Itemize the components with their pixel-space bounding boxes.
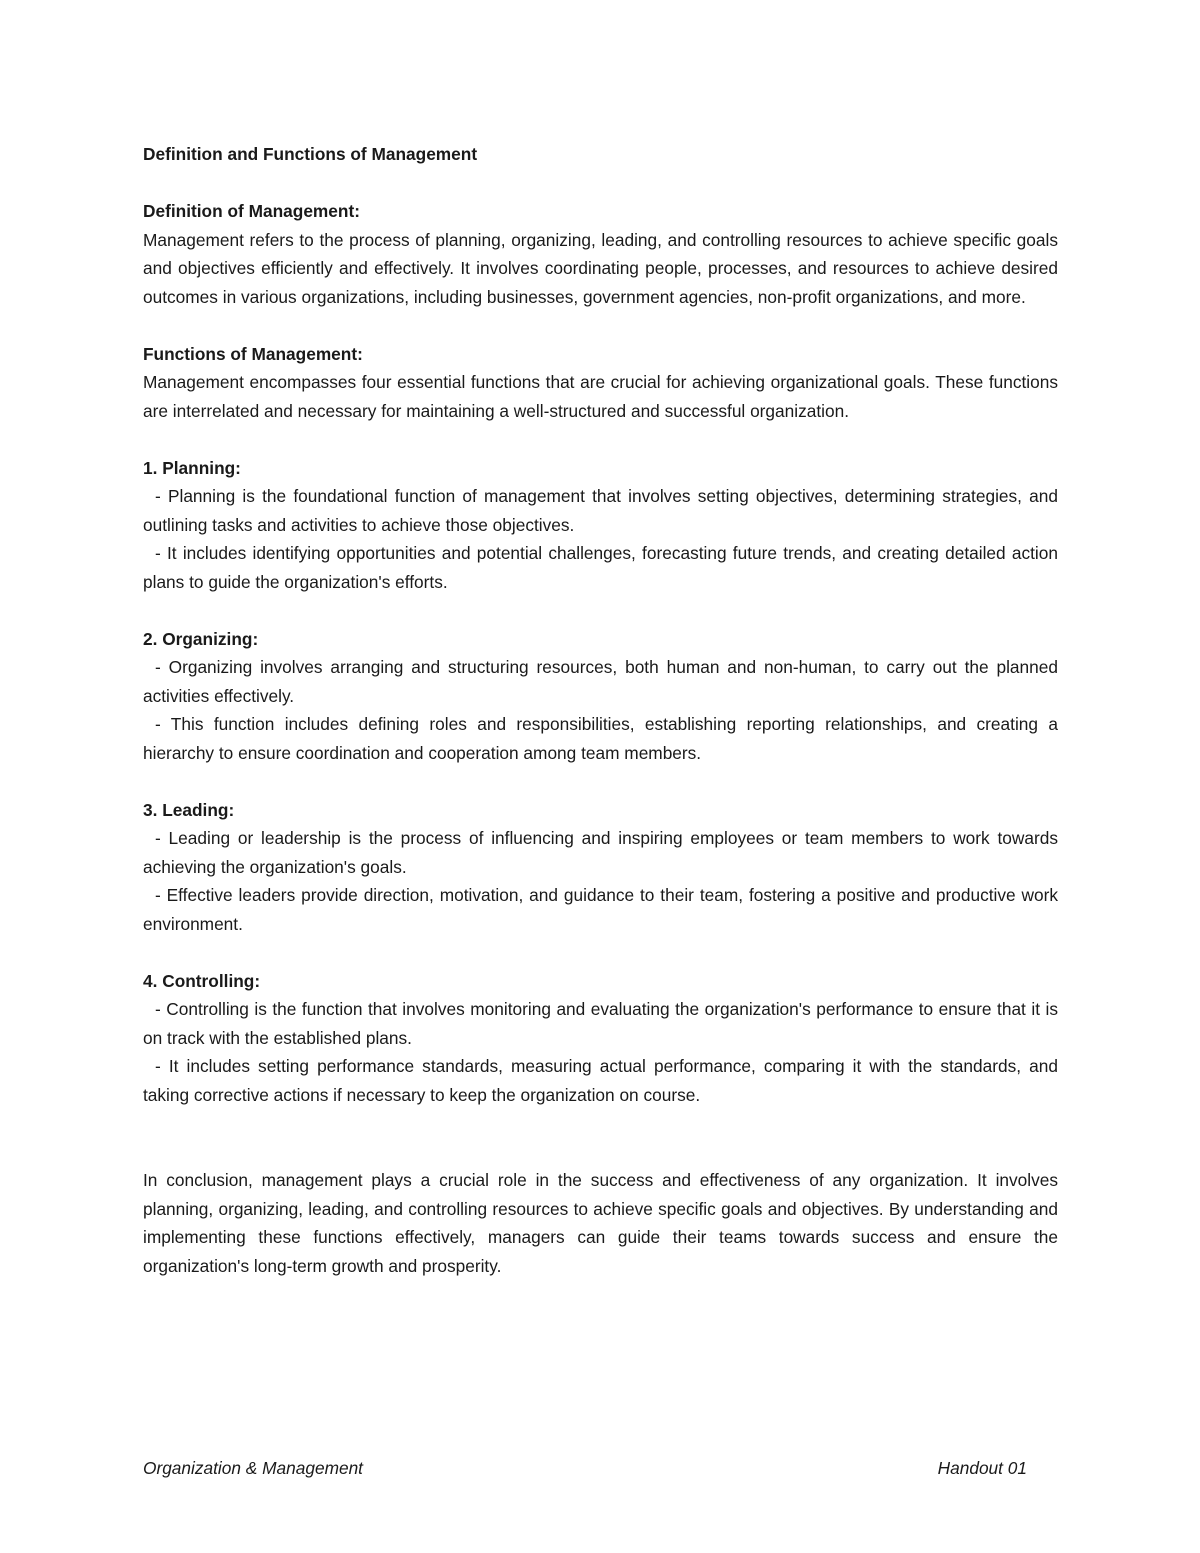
section-controlling <box>143 967 1058 1110</box>
section-point: - It includes identifying opportunities and potential challenges, forecasting future trends, and creating detailed action plans to guide the organization's efforts. <box>143 543 1058 592</box>
definition-heading: Definition of Management: <box>143 201 360 221</box>
section-heading: 4. Controlling: <box>143 970 261 991</box>
conclusion-paragraph: In conclusion, management plays a crucial role in the success and effectiveness of any organization. It involves planning, organizing, leading, and controlling resources to achieve specific goals and objectives. By understanding and implementing these functions effectively, managers can guide their teams towards success and ensure the organization's long-term growth and prosperity. <box>143 1170 1058 1276</box>
section-heading: 2. Organizing: <box>143 628 259 649</box>
document-body <box>143 140 1058 1297</box>
section-planning <box>143 454 1058 597</box>
section-point: - Leading or leadership is the process of influencing and inspiring employees or team members to work towards achieving the organization's goals. <box>143 828 1058 877</box>
definition-paragraph: Management refers to the process of planning, organizing, leading, and controlling resources to achieve specific goals and objectives efficiently and effectively. It involves coordinating people, processes, and resources to achieve desired outcomes in various organizations, including businesses, government agencies, non-profit organizations, and more. <box>143 229 1058 307</box>
section-heading: 3. Leading: <box>143 799 235 820</box>
section-point: - This function includes defining roles and responsibilities, establishing reporting relationships, and creating a hierarchy to ensure coordination and cooperation among team members. <box>143 714 1058 763</box>
functions-heading: Functions of Management: <box>143 343 363 364</box>
section-point: - Controlling is the function that involves monitoring and evaluating the organization's performance to ensure that it is on track with the established plans. <box>143 999 1058 1048</box>
section-point: - Effective leaders provide direction, motivation, and guidance to their team, fostering a positive and productive work environment. <box>143 885 1058 934</box>
page-footer <box>143 1458 1027 1479</box>
section-leading <box>143 796 1058 939</box>
section-point: - It includes setting performance standards, measuring actual performance, comparing it with the standards, and taking corrective actions if necessary to keep the organization on course. <box>143 1056 1058 1105</box>
footer-right-text: Handout 01 <box>937 1458 1027 1478</box>
section-point: - Organizing involves arranging and structuring resources, both human and non-human, to carry out the planned activities effectively. <box>143 657 1058 706</box>
document-title: Definition and Functions of Management <box>143 144 478 164</box>
section-heading: 1. Planning: <box>143 457 241 478</box>
section-organizing <box>143 625 1058 768</box>
functions-paragraph: Management encompasses four essential functions that are crucial for achieving organizational goals. These functions are interrelated and necessary for maintaining a well-structured and successful organization. <box>143 372 1058 421</box>
section-point: - Planning is the foundational function of management that involves setting objectives, determining strategies, and outlining tasks and activities to achieve those objectives. <box>143 486 1058 535</box>
footer-left-text: Organization & Management <box>143 1458 363 1478</box>
